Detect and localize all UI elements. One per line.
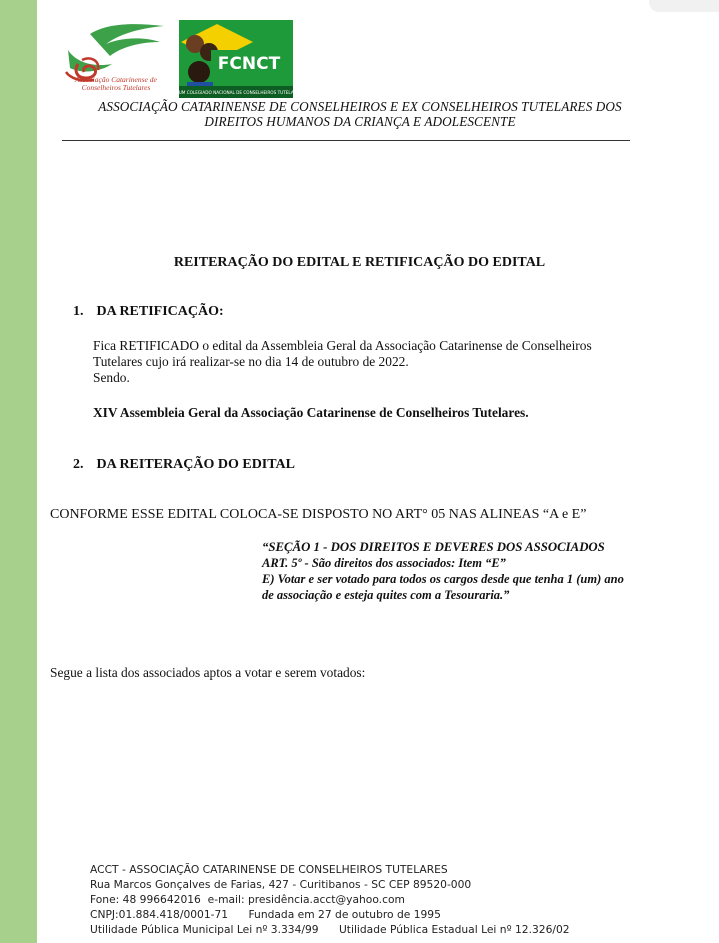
header-divider	[62, 140, 630, 141]
page-corner-shade	[649, 0, 719, 12]
section-1-title: DA RETIFICAÇÃO:	[96, 304, 224, 319]
section-1-paragraph	[93, 338, 592, 386]
fcnct-logo	[170, 20, 302, 98]
side-green-bar	[0, 0, 37, 943]
footer-line-1: ACCT - ASSOCIAÇÃO CATARINENSE DE CONSELHEIROS TUTELARES	[90, 863, 448, 876]
statute-quote	[262, 539, 692, 603]
footer-line-4: CNPJ:01.884.418/0001-71 Fundada em 27 de outubro de 1995	[90, 908, 441, 921]
quote-line-3: E) Votar e ser votado para todos os cargos desde que tenha 1 (um) ano	[262, 572, 624, 586]
quote-line-2: ART. 5º - São direitos dos associados: Item “E”	[262, 556, 506, 570]
conforme-statement: CONFORME ESSE EDITAL COLOCA-SE DISPOSTO NO ART° 05 NAS ALINEAS “A e E”	[50, 507, 587, 522]
document-title: REITERAÇÃO DO EDITAL E RETIFICAÇÃO DO EDITAL	[173, 255, 546, 270]
section-1-heading	[73, 304, 224, 320]
header-line-2: DIREITOS HUMANOS DA CRIANÇA E ADOLESCENTE	[204, 114, 516, 129]
footer-line-2: Rua Marcos Gonçalves de Farias, 427 - Curitibanos - SC CEP 89520-000	[90, 878, 472, 891]
section-1-line-3: Sendo.	[93, 370, 130, 385]
section-2-heading	[73, 457, 295, 473]
assembly-name: XIV Assembleia Geral da Associação Catarinense de Conselheiros Tutelares.	[93, 405, 529, 420]
section-2-title: DA REITERAÇÃO DO EDITAL	[96, 457, 295, 472]
quote-line-1: “SEÇÃO 1 - DOS DIREITOS E DEVERES DOS ASSOCIADOS	[262, 540, 605, 554]
footer-line-5: Utilidade Pública Municipal Lei nº 3.334/99 Utilidade Pública Estadual Lei nº 12.326/02	[90, 923, 570, 936]
list-intro: Segue a lista dos associados aptos a votar e serem votados:	[50, 665, 366, 680]
footer	[90, 862, 570, 937]
footer-line-3: Fone: 48 996642016 e-mail: presidência.acct@yahoo.com	[90, 893, 405, 906]
fcnct-logo-label: FCNCT	[217, 54, 281, 74]
section-1-line-1: Fica RETIFICADO o edital da Assembleia Geral da Associação Catarinense de Conselheiros	[93, 338, 592, 353]
section-1-number: 1.	[73, 304, 84, 319]
section-1-line-2: Tutelares cujo irá realizar-se no dia 14 de outubro de 2022.	[93, 354, 409, 369]
fcnct-logo-subtext: FÓRUM COLEGIADO NACIONAL DE CONSELHEIROS TUTELARES	[170, 90, 302, 95]
fcnct-emblem-icon	[170, 20, 302, 98]
section-2-number: 2.	[73, 457, 84, 472]
quote-line-4: de associação e esteja quites com a Tesouraria.”	[262, 588, 510, 602]
acct-logo-text: Associação Catarinense de Conselheiros Tutelares	[75, 75, 157, 92]
header-line-1: ASSOCIAÇÃO CATARINENSE DE CONSELHEIROS E EX CONSELHEIROS TUTELARES DOS	[98, 99, 622, 114]
